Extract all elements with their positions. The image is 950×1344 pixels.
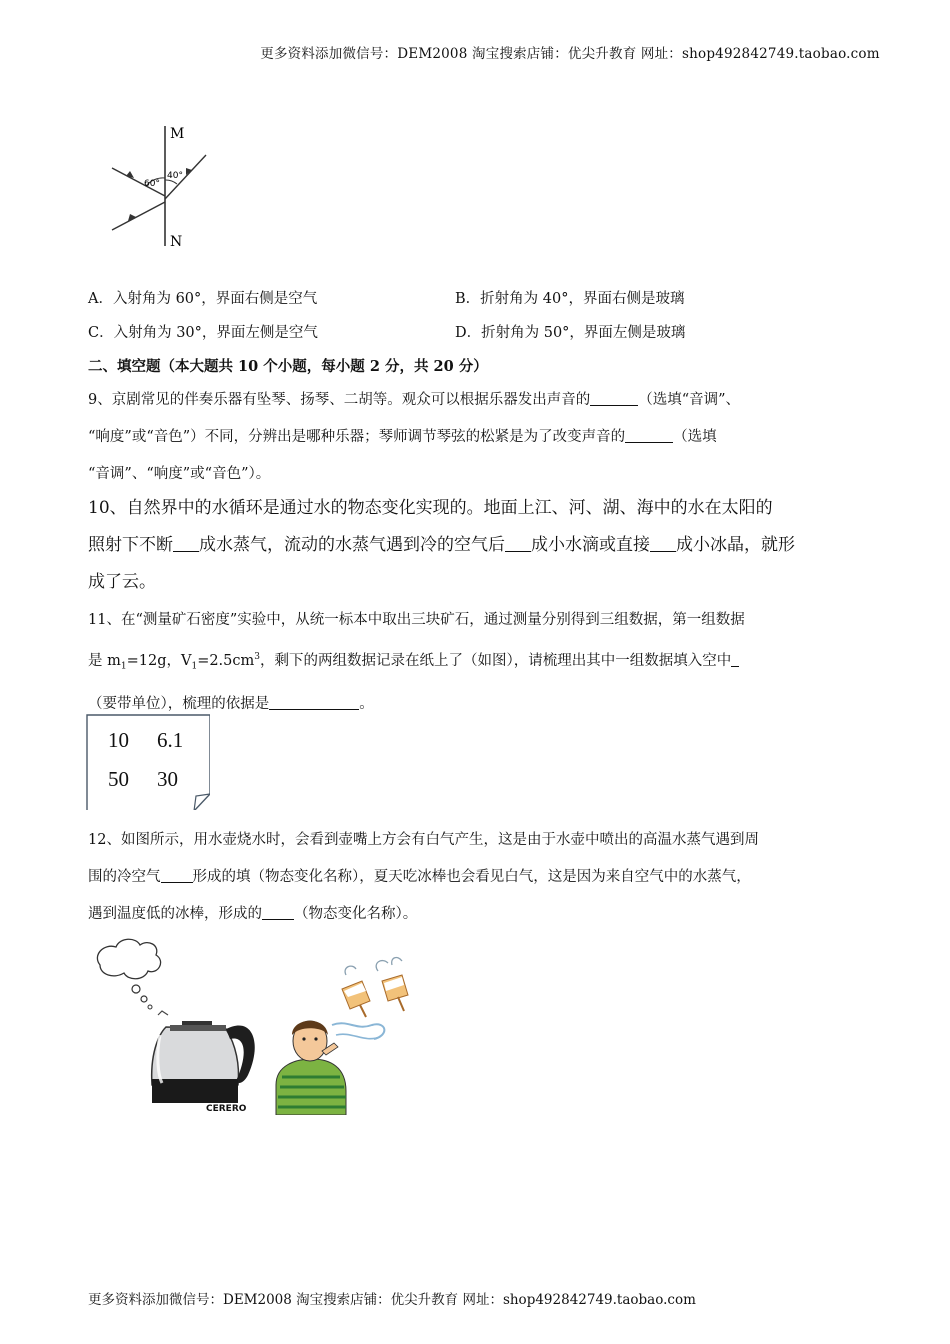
note-value: 30 (157, 767, 178, 791)
angle-40-label: 40° (167, 171, 183, 181)
question-9 (88, 382, 868, 493)
popsicle-icon (382, 975, 408, 1011)
option-d: D．折射角为 50°，界面左侧是玻璃 (455, 325, 686, 341)
q10-line3: 成了云。 (88, 572, 156, 592)
page-footer: 更多资料添加微信号：DEM2008 淘宝搜索店铺：优尖升教育 网址：shop492842749.taobao.com (88, 1292, 696, 1308)
q11-line2: 是 $m_1=12g$，$V_1=2.5cm^3$，剩下的两组数据记录在纸上了（如图），请梳理出其中一组数据填入空中 (88, 639, 878, 686)
q11-line1: 11、在“测量矿石密度”实验中，从统一标本中取出三块矿石，通过测量分别得到三组数据，第一组数据 (88, 612, 745, 628)
kettle-icon (152, 1011, 255, 1114)
answer-blank (625, 428, 673, 444)
question-11 (88, 602, 878, 723)
note-value: 50 (108, 767, 129, 791)
q10-line2: 照射下不断 成水蒸气，流动的水蒸气遇到冷的空气后 成小水滴或直接 成小冰晶，就形 (88, 535, 795, 555)
note-value: 10 (108, 728, 129, 752)
popsicle-icon (342, 981, 370, 1017)
section-title: 二、填空题（本大题共 10 个小题，每小题 2 分，共 20 分） (88, 358, 488, 375)
kettle-illustration (86, 935, 416, 1115)
q11-line3: （要带单位），梳理的依据是 。 (88, 695, 374, 712)
cloud-icon (97, 939, 160, 979)
refraction-figure (104, 118, 224, 258)
answer-blank (269, 694, 359, 710)
ray-arrow-1 (126, 171, 134, 178)
option-b: B．折射角为 40°，界面右侧是玻璃 (455, 291, 685, 307)
note-value: 6.1 (157, 728, 184, 752)
q9-line2: “响度”或“音色”）不同，分辨出是哪种乐器；琴师调节琴弦的松紧是为了改变声音的 （选填 (88, 429, 717, 445)
q10-line1: 10、自然界中的水循环是通过水的物态变化实现的。地面上江、河、湖、海中的水在太阳的 (88, 498, 773, 518)
q9-line1: 9、京剧常见的伴奏乐器有坠琴、扬琴、二胡等。观众可以根据乐器发出声音的 （选填“音调”、 (88, 392, 741, 408)
answer-blank (161, 868, 193, 884)
option-a: A．入射角为 60°，界面右侧是空气 (88, 291, 318, 307)
option-c: C．入射角为 30°，界面左侧是空气 (88, 325, 318, 341)
answer-blank (505, 534, 531, 552)
answer-blank (650, 534, 676, 552)
label-n: N (170, 234, 183, 250)
q12-line2: 围的冷空气 形成的填（物态变化名称），夏天吃冰棒也会看见白气，这是因为来自空气中的水蒸气， (88, 869, 751, 885)
angle-60-label: 60° (144, 179, 160, 189)
question-10 (88, 490, 878, 601)
question-12 (88, 822, 878, 933)
answer-blank (731, 651, 739, 667)
label-m: M (170, 126, 185, 142)
data-note (86, 714, 210, 810)
page-header: 更多资料添加微信号：DEM2008 淘宝搜索店铺：优尖升教育 网址：shop492842749.taobao.com (260, 46, 880, 62)
ray-lower-left (112, 202, 165, 230)
q9-line3: “音调”、“响度”或“音色”）。 (88, 466, 271, 482)
answer-blank (590, 391, 638, 407)
kettle-brand: CERERO (206, 1104, 247, 1114)
answer-blank (262, 905, 294, 921)
answer-blank (173, 534, 199, 552)
q12-line3: 遇到温度低的冰棒，形成的 （物态变化名称）。 (88, 906, 418, 922)
boy-icon (276, 1021, 346, 1115)
q12-line1: 12、如图所示，用水壶烧水时，会看到壶嘴上方会有白气产生，这是由于水壶中喷出的高温水蒸气遇到周 (88, 832, 759, 848)
